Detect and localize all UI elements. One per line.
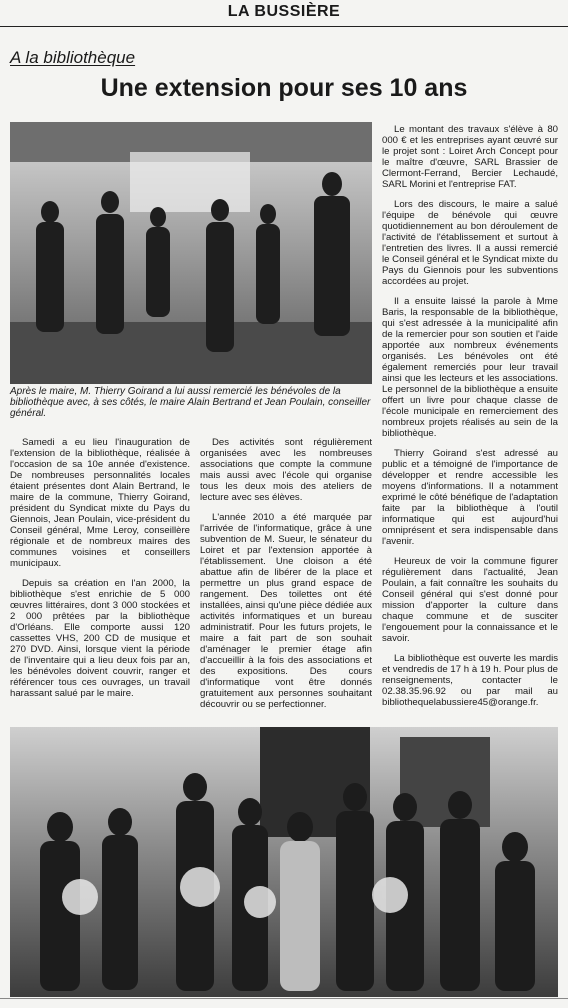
paragraph: Samedi a eu lieu l'inauguration de l'extension de la bibliothèque, réalisée à l'occasion de sa 10e année d'existence. De nombreuses personnalités locales étaient présentes dont Alain Bertrand, le maire de la commune, Thierry Goirand, président du Syndicat mixte du Pays du Giennois, Jean Poulain, vice-président du Conseil général, Mme Leroy, conseillère régionale et de nombreux maires des communes voisines et conseillers municipaux. — [10, 437, 190, 569]
article-middle-column — [200, 437, 372, 719]
article-right-column — [382, 124, 558, 717]
article-left-column — [10, 437, 190, 708]
page-header — [0, 0, 568, 27]
article-headline: Une extension pour ses 10 ans — [100, 74, 468, 102]
paragraph: Heureux de voir la commune figurer régulièrement dans l'actualité, Jean Poulain, a fait connaître les souhaits du Conseil général qui s'est donné pour mission d'apporter la culture dans chaque commune et de susciter l'engouement pour la connaissance et le savoir. — [382, 556, 558, 644]
group-photo-image — [10, 727, 558, 997]
speech-photo-image — [10, 122, 372, 384]
article-kicker: A la bibliothèque — [10, 48, 136, 67]
speech-photo — [10, 122, 372, 384]
group-photo — [10, 727, 558, 997]
paragraph: Le montant des travaux s'élève à 80 000 € et les entreprises ayant œuvré sur le projet sont : Loiret Arch Concept pour le maître d'œuvre, SARL Brassier de Clermont-Ferrand, Bercier Lechaudé, SARL Morini et l'entreprise FAT. — [382, 124, 558, 190]
paragraph: Thierry Goirand s'est adressé au public et a témoigné de l'importance de développer et rendre accessible les moyens d'informations. Il a notamment exprimé le côté bénéfique de l'adaptation faite par la bibliothèque à l'outil informatique qui est aujourd'hui omniprésent et sera indispensable dans l'avenir. — [382, 448, 558, 547]
paragraph: L'année 2010 a été marquée par l'arrivée de l'informatique, grâce à une subvention de M. Sueur, le sénateur du Loiret et par l'extension apportée à l'établissement. Une cloison a été abattue afin de libérer de la place et permettre un plus grand espace de rangement. Des toilettes ont été installées, ainsi qu'une pièce dédiée aux activités informatiques et un bureau administratif. Pour les futurs projets, le maire a fait part de son souhait d'aménager le premier étage afin d'accueillir à la fois des associations et des expositions. Des cours d'informatique vont être donnés gratuitement aux personnes souhaitant découvrir ou se perfectionner. — [200, 512, 372, 710]
paragraph: Lors des discours, le maire a salué l'équipe de bénévole qui œuvre quotidiennement au bon déroulement de l'activité de l'établissement et surtout à l'entretien des livres. Il a aussi remercié le Conseil général et le Syndicat mixte du Pays du Giennois pour les subventions accordées au projet. — [382, 199, 558, 287]
paragraph: Depuis sa création en l'an 2000, la bibliothèque s'est enrichie de 5 000 œuvres littéraires, dont 3 000 stockées et 2 000 prêtées par la bibliothèque d'Orléans. Elle comporte aussi 120 cassettes VHS, 200 CD de musique et 270 DVD. Ainsi, lorsque vient la période de l'inventaire qui a lieu deux fois par an, les bénévoles doivent couvrir, ranger et référencer tous ces ouvrages, un travail harassant salué par le maire. — [10, 578, 190, 699]
speech-photo-caption: Après le maire, M. Thierry Goirand a lui aussi remercié les bénévoles de la bibliothèque avec, à ses côtés, le maire Alain Bertrand et Jean Poulain, conseiller général. — [10, 386, 371, 419]
section-place-name: LA BUSSIÈRE — [227, 3, 341, 20]
paragraph: Il a ensuite laissé la parole à Mme Baris, la responsable de la bibliothèque, qui s'est adressée à la municipalité afin de la remercier pour son soutien et l'aide apportée aux nombreux événements organisés. Les bénévoles ont été également remerciés pour leur travail ainsi que les lecteurs et les associations. Le personnel de la bibliothèque a ensuite offert un livre pour chaque classe de l'école municipale en remerciement des nombreux projets réalisés au sein de la bibliothèque. — [382, 296, 558, 439]
paragraph: La bibliothèque est ouverte les mardis et vendredis de 17 h à 19 h. Pour plus de renseignements, contacter le 02.38.35.96.92 ou par mail au bibliothequelabussiere45@orange.fr. — [382, 653, 558, 708]
paragraph: Des activités sont régulièrement organisées avec les nombreuses associations que compte la commune mais aussi avec l'école qui organise tous les deux mois des ateliers de lecture avec ses élèves. — [200, 437, 372, 503]
